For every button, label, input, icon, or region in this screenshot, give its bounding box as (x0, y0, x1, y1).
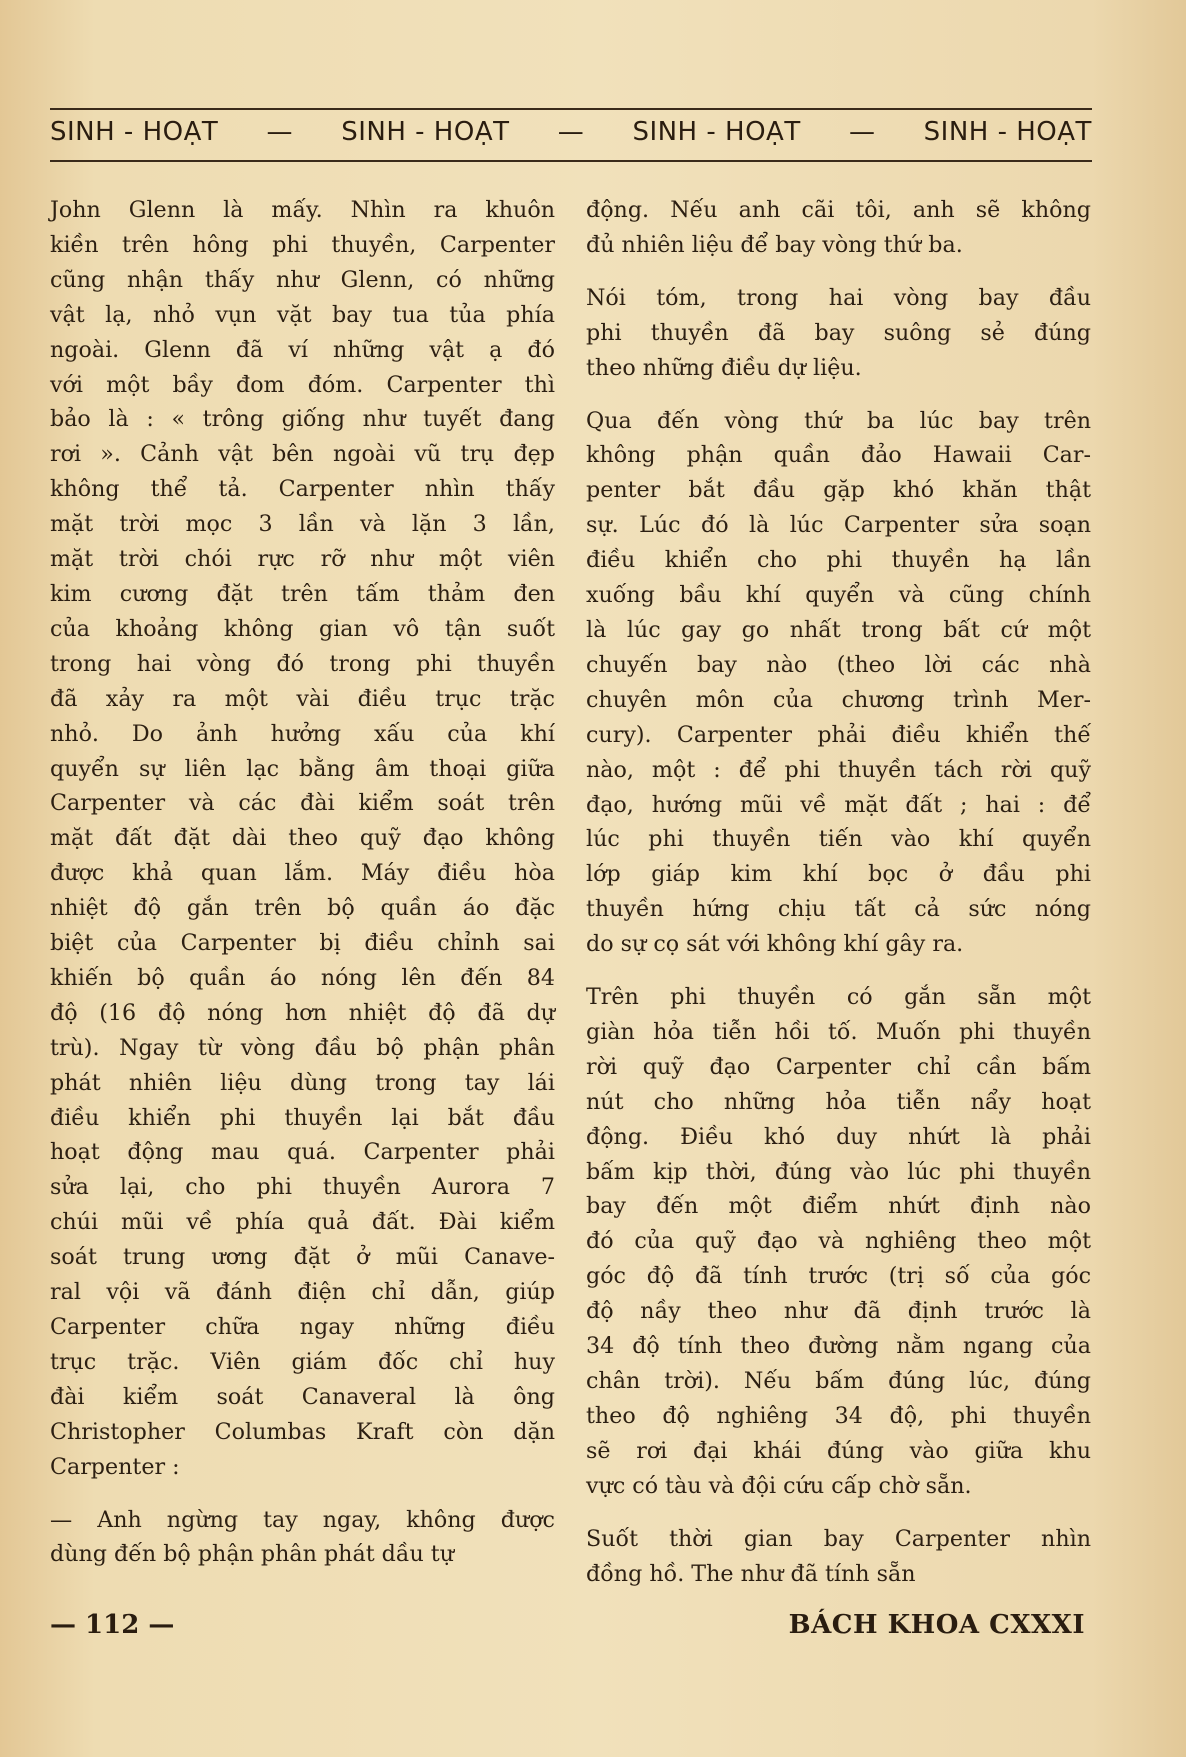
text-line: sửa lại, cho phi thuyền Aurora 7 (50, 1174, 555, 1201)
text-line: rời quỹ đạo Carpenter chỉ cần bấm (586, 1053, 1091, 1080)
text-line: nhỏ. Do ảnh hưởng xấu của khí (50, 720, 555, 747)
text-line: phát nhiên liệu dùng trong tay lái (50, 1069, 555, 1096)
publication-name: BÁCH KHOA CXXXI (788, 1610, 1085, 1640)
text-line: động. Nếu anh cãi tôi, anh sẽ không (586, 197, 1091, 223)
text-line: biệt của Carpenter bị điều chỉnh sai (50, 930, 555, 957)
page-number: — 112 — (50, 1610, 175, 1640)
text-line: sẽ rơi đại khái đúng vào giữa khu (586, 1437, 1091, 1464)
text-line: Carpenter : (50, 1453, 180, 1480)
text-line: Qua đến vòng thứ ba lúc bay trên (586, 407, 1091, 434)
paragraph (586, 980, 1091, 1504)
text-line: cury). Carpenter phải điều khiển thế (586, 721, 1091, 748)
text-line: sự. Lúc đó là lúc Carpenter sửa soạn (586, 512, 1091, 539)
text-line: đã xảy ra một vài điều trục trặc (50, 685, 555, 712)
text-line: đủ nhiên liệu để bay vòng thứ ba. (586, 231, 963, 258)
header-dash: — (557, 117, 585, 147)
header-dash: — (848, 117, 876, 147)
text-line: lớp giáp kim khí bọc ở đầu phi (586, 861, 1091, 888)
text-line: mặt đất đặt dài theo quỹ đạo không (50, 825, 555, 852)
text-line: của khoảng không gian vô tận suốt (50, 615, 555, 642)
text-line: trục trặc. Viên giám đốc chỉ huy (50, 1348, 555, 1375)
text-line: không thể tả. Carpenter nhìn thấy (50, 476, 555, 503)
text-line: đạo, hướng mũi về mặt đất ; hai : để (586, 791, 1091, 818)
paragraph (586, 1522, 1091, 1592)
text-line: Carpenter chữa ngay những điều (50, 1314, 555, 1340)
text-line: chân trời). Nếu bấm đúng lúc, đúng (586, 1368, 1091, 1394)
text-line: mặt trời mọc 3 lần và lặn 3 lần, (50, 511, 555, 538)
paragraph (50, 193, 555, 1485)
text-line: cũng nhận thấy như Glenn, có những (50, 266, 555, 293)
header-rule-top (50, 108, 1092, 110)
text-line: mặt trời chói rực rỡ như một viên (50, 546, 555, 573)
text-line: chúi mũi về phía quả đất. Đài kiểm (50, 1209, 555, 1236)
text-line: penter bắt đầu gặp khó khăn thật (586, 477, 1091, 504)
text-line: lúc phi thuyền tiến vào khí quyển (586, 826, 1091, 853)
text-line: chuyến bay nào (theo lời các nhà (586, 651, 1091, 678)
paragraph (586, 404, 1091, 963)
text-line: trù). Ngay từ vòng đầu bộ phận phân (50, 1034, 555, 1061)
text-line: được khả quan lắm. Máy điều hòa (50, 860, 555, 887)
text-line: kiền trên hông phi thuyền, Carpenter (50, 231, 555, 258)
text-line: giàn hỏa tiễn hồi tố. Muốn phi thuyền (586, 1018, 1091, 1045)
text-line: nút cho những hỏa tiễn nẩy hoạt (586, 1088, 1091, 1115)
running-header (50, 112, 1092, 152)
header-item: SINH - HOẠT (923, 117, 1092, 147)
text-line: xuống bầu khí quyển và cũng chính (586, 582, 1091, 609)
text-line: ral vội vã đánh điện chỉ dẫn, giúp (50, 1279, 555, 1306)
paragraph (586, 281, 1091, 386)
text-line: bay đến một điểm nhứt định nào (586, 1193, 1091, 1220)
header-item: SINH - HOẠT (50, 117, 219, 147)
text-line: không phận quần đảo Hawaii Car- (586, 442, 1091, 469)
header-dash: — (266, 117, 293, 147)
text-line: phi thuyền đã bay suông sẻ đúng (586, 319, 1091, 346)
text-line: kim cương đặt trên tấm thảm đen (50, 580, 555, 607)
text-line: khiến bộ quần áo nóng lên đến 84 (50, 964, 555, 991)
text-line: — Anh ngừng tay ngay, không được (50, 1506, 555, 1533)
text-line: ngoài. Glenn đã ví những vật ạ đó (50, 336, 555, 363)
text-line: dùng đến bộ phận phân phát dầu tự (50, 1541, 455, 1568)
text-line: vực có tàu và đội cứu cấp chờ sẵn. (586, 1472, 972, 1499)
text-line: Carpenter và các đài kiểm soát trên (50, 790, 555, 817)
text-line: nhiệt độ gắn trên bộ quần áo đặc (50, 895, 555, 922)
text-line: 34 độ tính theo đường nằm ngang của (586, 1333, 1091, 1360)
text-line: bảo là : « trông giống như tuyết đang (50, 406, 555, 433)
text-line: Nói tóm, trong hai vòng bay đầu (586, 284, 1091, 311)
text-line: bấm kịp thời, đúng vào lúc phi thuyền (586, 1158, 1091, 1185)
text-line: theo những điều dự liệu. (586, 354, 862, 381)
text-line: theo độ nghiêng 34 độ, phi thuyền (586, 1402, 1091, 1429)
text-line: hoạt động mau quá. Carpenter phải (50, 1139, 555, 1166)
paragraph (50, 1503, 555, 1573)
text-line: góc độ đã tính trước (trị số của góc (586, 1263, 1091, 1290)
right-column (586, 193, 1091, 1591)
text-line: độ nầy theo như đã định trước là (586, 1298, 1091, 1325)
header-rule-bottom (50, 160, 1092, 162)
text-line: rơi ». Cảnh vật bên ngoài vũ trụ đẹp (50, 441, 555, 468)
text-line: điều khiển phi thuyền lại bắt đầu (50, 1104, 555, 1131)
text-line: đài kiểm soát Canaveral là ông (50, 1383, 555, 1410)
text-line: do sự cọ sát với không khí gây ra. (586, 931, 964, 958)
header-item: SINH - HOẠT (341, 117, 510, 147)
left-column (50, 193, 555, 1572)
paragraph (586, 193, 1091, 263)
text-line: trong hai vòng đó trong phi thuyền (50, 650, 555, 677)
header-item: SINH - HOẠT (632, 117, 801, 147)
text-line: Trên phi thuyền có gắn sẵn một (586, 984, 1091, 1011)
text-line: John Glenn là mấy. Nhìn ra khuôn (50, 197, 555, 223)
text-line: soát trung ương đặt ở mũi Canave- (50, 1244, 555, 1271)
text-line: vật lạ, nhỏ vụn vặt bay tua tủa phía (50, 301, 555, 328)
text-line: điều khiển cho phi thuyền hạ lần (586, 547, 1091, 574)
text-line: độ (16 độ nóng hơn nhiệt độ đã dự (50, 999, 555, 1026)
text-line: đó của quỹ đạo và nghiêng theo một (586, 1228, 1091, 1255)
text-line: Christopher Columbas Kraft còn dặn (50, 1418, 555, 1445)
text-line: với một bầy đom đóm. Carpenter thì (50, 371, 555, 398)
text-line: động. Điều khó duy nhứt là phải (586, 1123, 1091, 1150)
text-line: Suốt thời gian bay Carpenter nhìn (586, 1525, 1091, 1552)
text-line: nào, một : để phi thuyền tách rời quỹ (586, 756, 1091, 783)
text-line: quyển sự liên lạc bằng âm thoại giữa (50, 755, 555, 782)
text-line: đồng hồ. The như đã tính sẵn (586, 1560, 916, 1587)
text-line: chuyên môn của chương trình Mer- (586, 686, 1091, 713)
text-line: thuyền hứng chịu tất cả sức nóng (586, 896, 1091, 923)
text-line: là lúc gay go nhất trong bất cứ một (586, 616, 1091, 643)
